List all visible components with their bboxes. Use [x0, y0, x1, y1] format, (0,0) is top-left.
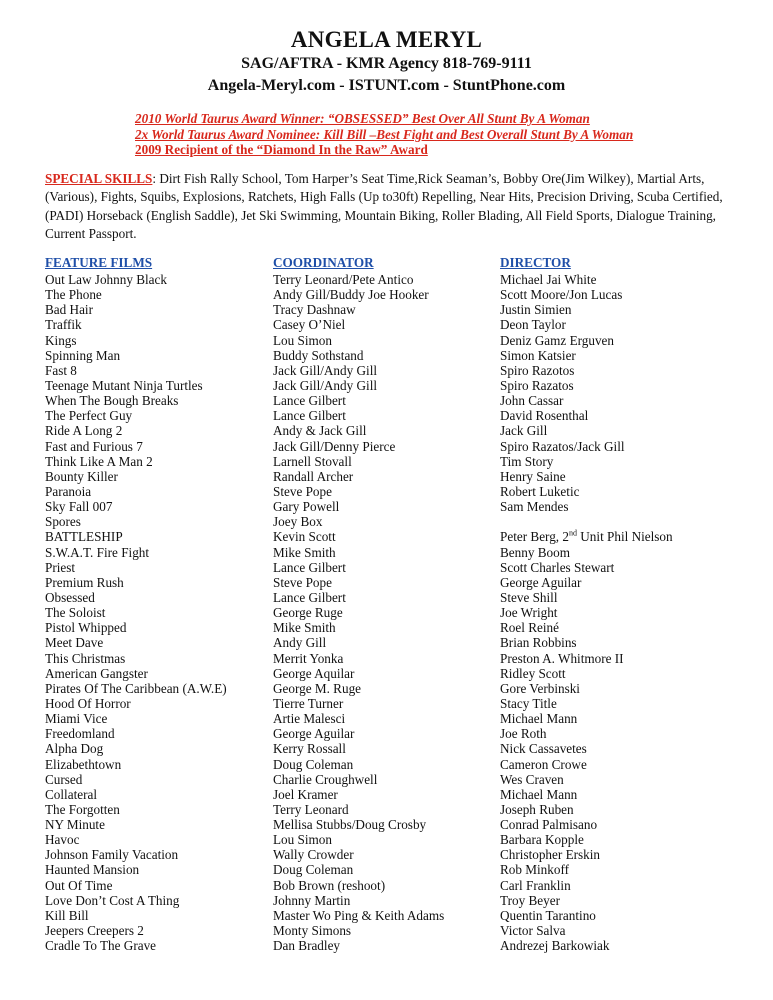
- coordinator-row: Bob Brown (reshoot): [273, 877, 386, 893]
- director-row: Jack Gill: [500, 423, 548, 439]
- coordinator-row: Joel Kramer: [273, 786, 338, 802]
- coordinator-row: Wally Crowder: [273, 847, 354, 863]
- film-row: Traffik: [45, 317, 82, 333]
- director-row: Steve Shill: [500, 589, 558, 605]
- coordinator-row: Jack Gill/Denny Pierce: [273, 438, 396, 454]
- coordinator-row: Johnny Martin: [273, 892, 351, 908]
- director-row: Benny Boom: [500, 544, 570, 560]
- film-row: NY Minute: [45, 817, 105, 833]
- film-row: Freedomland: [45, 726, 115, 742]
- film-row: Elizabethtown: [45, 756, 122, 772]
- director-row: Sam Mendes: [500, 499, 569, 515]
- director-row: Henry Saine: [500, 468, 566, 484]
- director-row: Preston A. Whitmore II: [500, 650, 624, 666]
- film-row: Out Law Johnny Black: [45, 272, 167, 287]
- film-row: The Perfect Guy: [45, 408, 133, 424]
- director-row: Spiro Razotos: [500, 362, 575, 378]
- coordinator-row: Tracy Dashnaw: [273, 302, 356, 318]
- coordinator-row: Terry Leonard/Pete Antico: [273, 272, 414, 287]
- film-row: Kings: [45, 332, 77, 348]
- director-row: Justin Simien: [500, 302, 572, 318]
- director-row: Spiro Razatos/Jack Gill: [500, 438, 625, 454]
- director-row: Michael Mann: [500, 711, 578, 727]
- director-row: Michael Mann: [500, 786, 578, 802]
- director-row: Troy Beyer: [500, 892, 560, 908]
- film-row: Meet Dave: [45, 635, 104, 651]
- film-row: S.W.A.T. Fire Fight: [45, 544, 150, 560]
- director-row: Carl Franklin: [500, 877, 571, 893]
- director-column: [500, 253, 673, 953]
- director-header: DIRECTOR: [500, 255, 571, 270]
- coordinator-row: Mellisa Stubbs/Doug Crosby: [273, 817, 427, 833]
- coordinator-row: Gary Powell: [273, 499, 340, 515]
- coordinator-row: Lance Gilbert: [273, 559, 346, 575]
- director-row: Tim Story: [500, 453, 554, 469]
- film-row: Priest: [45, 559, 76, 575]
- director-row: Rob Minkoff: [500, 862, 569, 878]
- film-row: Sky Fall 007: [45, 499, 113, 515]
- director-row: Brian Robbins: [500, 635, 577, 651]
- film-row: Love Don’t Cost A Thing: [45, 892, 180, 908]
- coordinator-row: George M. Ruge: [273, 680, 362, 696]
- director-row: Deon Taylor: [500, 317, 566, 333]
- film-row: Pirates Of The Caribbean (A.W.E): [45, 680, 227, 696]
- coordinator-row: Steve Pope: [273, 574, 332, 590]
- coordinator-row: Steve Pope: [273, 483, 332, 499]
- director-row: Conrad Palmisano: [500, 817, 598, 833]
- film-row: Fast 8: [45, 362, 77, 378]
- director-row: Gore Verbinski: [500, 680, 580, 696]
- film-row: Think Like A Man 2: [45, 453, 153, 469]
- director-row: Barbara Kopple: [500, 832, 584, 848]
- coordinator-row: Monty Simons: [273, 923, 352, 939]
- coordinator-row: Andy Gill/Buddy Joe Hooker: [273, 287, 429, 303]
- coordinator-row: Artie Malesci: [273, 711, 346, 727]
- coordinator-row: Kevin Scott: [273, 529, 336, 545]
- film-row: Ride A Long 2: [45, 423, 123, 439]
- director-row: Simon Katsier: [500, 347, 576, 363]
- coordinator-row: Andy Gill: [273, 635, 327, 651]
- film-row: The Soloist: [45, 605, 106, 621]
- director-row: Scott Charles Stewart: [500, 559, 615, 575]
- coordinator-row: Jack Gill/Andy Gill: [273, 362, 378, 378]
- coordinator-row: Mike Smith: [273, 544, 336, 560]
- special-skills-label: SPECIAL SKILLS: [45, 171, 153, 186]
- coordinator-header: COORDINATOR: [273, 255, 374, 270]
- film-row: Bounty Killer: [45, 468, 118, 484]
- director-row: Roel Reiné: [500, 620, 559, 636]
- director-row: Joe Wright: [500, 605, 558, 621]
- film-row: Miami Vice: [45, 711, 108, 727]
- film-row: Out Of Time: [45, 877, 113, 893]
- film-row: This Christmas: [45, 650, 126, 666]
- director-row: Quentin Tarantino: [500, 907, 596, 923]
- film-row: When The Bough Breaks: [45, 393, 179, 409]
- director-row: Stacy Title: [500, 695, 557, 711]
- director-row: Christopher Erskin: [500, 847, 600, 863]
- film-row: Spinning Man: [45, 347, 121, 363]
- coordinator-row: Andy & Jack Gill: [273, 423, 367, 439]
- film-row: Pistol Whipped: [45, 620, 127, 636]
- coordinator-row: George Ruge: [273, 605, 343, 621]
- coordinator-row: George Aquilar: [273, 665, 355, 681]
- film-row: Kill Bill: [45, 907, 89, 923]
- coordinator-row: Lou Simon: [273, 832, 332, 848]
- director-row: [500, 514, 673, 529]
- film-row: Fast and Furious 7: [45, 438, 143, 454]
- director-row: Ridley Scott: [500, 665, 566, 681]
- director-row: Michael Jai White: [500, 272, 597, 287]
- agency-line: SAG/AFTRA - KMR Agency 818-769-9111: [241, 55, 532, 72]
- film-row: Havoc: [45, 832, 80, 848]
- director-row: Joseph Ruben: [500, 801, 574, 817]
- film-row: The Forgotten: [45, 801, 120, 817]
- coordinator-row: Randall Archer: [273, 468, 354, 484]
- coordinator-row: Buddy Sothstand: [273, 347, 364, 363]
- coordinator-row: Casey O’Niel: [273, 317, 346, 333]
- film-row: Haunted Mansion: [45, 862, 140, 878]
- director-row: Deniz Gamz Erguven: [500, 332, 615, 348]
- award-line: 2010 World Taurus Award Winner: “OBSESSED” Best Over All Stunt By A Woman: [135, 111, 590, 126]
- films-header: FEATURE FILMS: [45, 255, 153, 270]
- film-row: Cursed: [45, 771, 83, 787]
- coordinator-row: Lance Gilbert: [273, 589, 346, 605]
- film-row: Teenage Mutant Ninja Turtles: [45, 377, 203, 393]
- director-row: Cameron Crowe: [500, 756, 587, 772]
- director-row: Andrezej Barkowiak: [500, 938, 610, 954]
- coordinator-row: Merrit Yonka: [273, 650, 344, 666]
- special-skills-text: : Dirt Fish Rally School, Tom Harper’s Seat Time,Rick Seaman’s, Bobby Ore(Jim Wilkey), Martial Arts, (Various), Fights, Squibs, Explosions, Ratchets, High Falls (Up to30ft) Repelling, Near Hits, Precision Driving, Scuba Certified, (PADI) Horseback (English Saddle), Jet Ski Swimming, Mountain Biking, Roller Blading, All Field Sports, Dialogue Training, Current Passport.: [45, 171, 723, 241]
- coordinator-row: Doug Coleman: [273, 862, 354, 878]
- award-line: 2009 Recipient of the “Diamond In the Raw” Award: [135, 142, 428, 157]
- coordinator-column: [273, 253, 444, 953]
- coordinator-row: Lance Gilbert: [273, 393, 346, 409]
- film-row: Obsessed: [45, 589, 95, 605]
- film-row: Alpha Dog: [45, 741, 104, 757]
- film-row: The Phone: [45, 287, 102, 303]
- websites-line: Angela-Meryl.com - ISTUNT.com - StuntPhone.com: [207, 77, 566, 94]
- coordinator-row: Jack Gill/Andy Gill: [273, 377, 378, 393]
- film-row: Jeepers Creepers 2: [45, 923, 144, 939]
- director-row: Spiro Razatos: [500, 377, 574, 393]
- coordinator-row: Dan Bradley: [273, 938, 341, 954]
- coordinator-row: Charlie Croughwell: [273, 771, 378, 787]
- coordinator-row: Terry Leonard: [273, 801, 349, 817]
- director-row: Peter Berg, 2nd Unit Phil Nielson: [500, 529, 673, 545]
- coordinator-row: Tierre Turner: [273, 695, 344, 711]
- award-line: 2x World Taurus Award Nominee: Kill Bill –Best Fight and Best Overall Stunt By A Woman: [135, 126, 634, 142]
- coordinator-row: Joey Box: [273, 514, 323, 530]
- director-row: Wes Craven: [500, 771, 564, 787]
- film-row: Cradle To The Grave: [45, 938, 157, 954]
- director-row: John Cassar: [500, 393, 564, 409]
- coordinator-row: George Aguilar: [273, 726, 355, 742]
- director-row: Scott Moore/Jon Lucas: [500, 287, 623, 303]
- awards-block: [135, 111, 633, 158]
- film-row: Johnson Family Vacation: [45, 847, 179, 863]
- director-row: George Aguilar: [500, 574, 582, 590]
- director-row: Nick Cassavetes: [500, 741, 587, 757]
- director-row: David Rosenthal: [500, 408, 589, 424]
- performer-name: ANGELA MERYL: [290, 27, 483, 52]
- film-row: BATTLESHIP: [45, 529, 123, 545]
- director-row: Robert Luketic: [500, 483, 580, 499]
- films-column: [45, 253, 227, 953]
- coordinator-row: Larnell Stovall: [273, 453, 352, 469]
- film-row: Spores: [45, 514, 81, 530]
- director-row: Victor Salva: [500, 923, 566, 939]
- coordinator-row: Lance Gilbert: [273, 408, 346, 424]
- film-row: Paranoia: [45, 483, 92, 499]
- special-skills: [45, 170, 725, 243]
- film-row: Collateral: [45, 786, 97, 802]
- coordinator-row: Kerry Rossall: [273, 741, 346, 757]
- coordinator-row: Mike Smith: [273, 620, 336, 636]
- film-row: Premium Rush: [45, 574, 124, 590]
- film-row: Bad Hair: [45, 302, 93, 318]
- director-row: Joe Roth: [500, 726, 547, 742]
- coordinator-row: Doug Coleman: [273, 756, 354, 772]
- film-row: American Gangster: [45, 665, 148, 681]
- coordinator-row: Lou Simon: [273, 332, 332, 348]
- film-row: Hood Of Horror: [45, 695, 131, 711]
- coordinator-row: Master Wo Ping & Keith Adams: [273, 907, 445, 923]
